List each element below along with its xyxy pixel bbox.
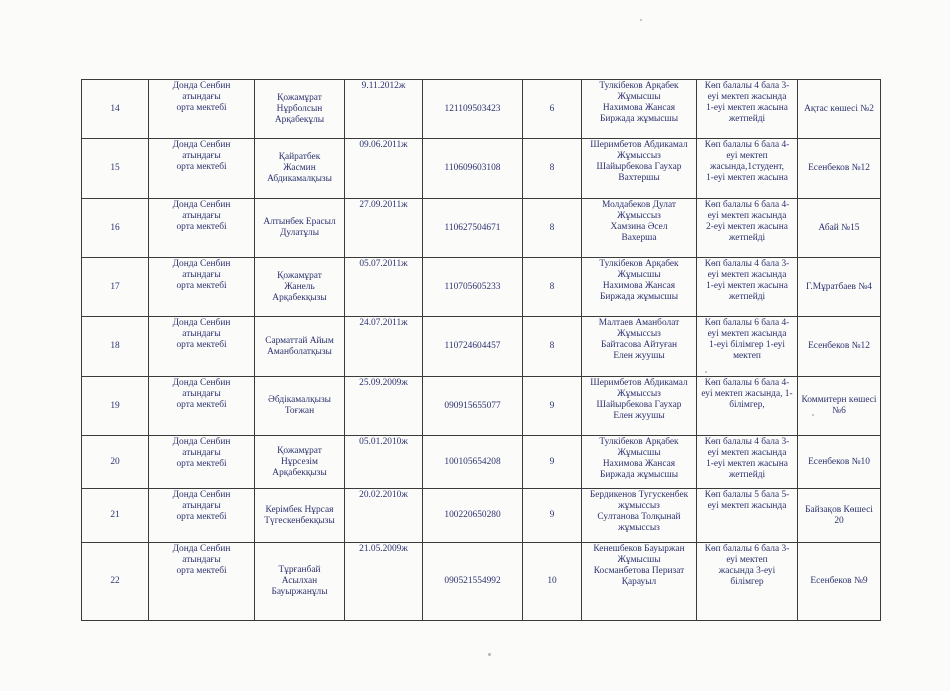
cell-line: Абдикамалқызы: [267, 174, 332, 184]
cell-line: Сарматтай Айым: [265, 335, 334, 346]
school-cell: [149, 436, 255, 489]
student-name-cell: [255, 80, 345, 139]
table-row: [82, 199, 881, 258]
school-cell: [149, 543, 255, 621]
family-status-cell: [697, 543, 798, 621]
cell-line: Асылхан: [281, 576, 318, 586]
cell-line: еуі мектеп жасында: [707, 211, 787, 221]
address-cell: Есенбеков №12: [798, 139, 881, 199]
cell-line: орта мектебі: [176, 222, 227, 232]
cell-line: орта мектебі: [176, 281, 227, 291]
cell-line: Әбдікамалқызы: [268, 395, 331, 405]
cell-line: атындағы: [182, 329, 221, 339]
iin-cell: 110609603108: [423, 139, 523, 199]
address-cell: Есенбеков №9: [798, 543, 881, 621]
cell-line: Биржада жұмысшы: [599, 114, 679, 124]
address-cell: Есенбеков №10: [798, 436, 881, 489]
cell-line: жетпейді: [728, 114, 766, 124]
cell-line: Байтасова Айтуған: [600, 340, 678, 350]
cell-line: Дулатұлы: [279, 228, 320, 238]
cell-line: Косманбетова Перизат: [593, 566, 685, 576]
cell-line: Нұрсезім: [281, 456, 318, 467]
parents-cell: [582, 489, 697, 543]
cell-line: еуі мектеп жасында: [707, 329, 787, 339]
cell-line: Қожамұрат: [277, 445, 322, 456]
student-name-cell: [255, 317, 345, 377]
cell-line: Көп балалы 4 бала 3-: [704, 81, 790, 91]
table-row: [82, 317, 881, 377]
table-row: [82, 543, 881, 621]
cell-line: білімгер,: [729, 400, 765, 410]
cell-line: Донда Сенбин: [172, 318, 231, 328]
cell-line: атындағы: [182, 389, 221, 399]
cell-line: Донда Сенбин: [172, 140, 231, 150]
cell-line: жасында,1студент,: [710, 162, 784, 172]
cell-line: атындағы: [182, 448, 221, 458]
cell-line: Донда Сенбин: [172, 81, 231, 91]
row-number-cell: 21: [82, 489, 149, 543]
cell-line: орта мектебі: [176, 340, 227, 350]
cell-line: Кенешбеков Бауыржан: [593, 544, 685, 554]
cell-line: Қарауыл: [621, 577, 657, 587]
parents-cell: [582, 377, 697, 436]
cell-line: Қожамұрат: [277, 92, 322, 103]
birth-date-cell: 27.09.2011ж: [345, 199, 423, 258]
address-cell: Абай №15: [798, 199, 881, 258]
cell-line: Жұмыссыз: [617, 151, 661, 161]
cell-line: жетпейді: [728, 233, 766, 243]
student-name-cell: [255, 139, 345, 199]
scan-speck: [640, 19, 642, 21]
table-row: [82, 258, 881, 317]
cell-line: Нахимова Жансая: [602, 103, 676, 113]
cell-line: орта мектебі: [176, 103, 227, 113]
cell-line: атындағы: [182, 211, 221, 221]
age-cell: 9: [523, 436, 582, 489]
cell-line: Донда Сенбин: [172, 490, 231, 500]
row-number-cell: 16: [82, 199, 149, 258]
cell-line: Хамзина Әсел: [610, 222, 668, 232]
family-status-cell: [697, 317, 798, 377]
scan-speck: [812, 414, 814, 416]
age-cell: 8: [523, 317, 582, 377]
cell-line: Биржада жұмысшы: [599, 470, 679, 480]
cell-line: Көп балалы 4 бала 3-: [704, 437, 790, 447]
cell-line: Султанова Толқынай: [597, 512, 681, 522]
birth-date-cell: 21.05.2009ж: [345, 543, 423, 621]
cell-line: Арқабекқызы: [272, 292, 327, 303]
cell-line: Көп балалы 6 бала 4-: [704, 140, 790, 150]
cell-line: Тоғжан: [284, 406, 315, 416]
cell-line: Көп балалы 6 бала 4-: [704, 378, 790, 388]
school-cell: [149, 80, 255, 139]
cell-line: Жұмысшы: [617, 448, 661, 458]
table-row: [82, 139, 881, 199]
cell-line: Арқабекұлы: [274, 114, 325, 125]
parents-cell: [582, 80, 697, 139]
cell-line: Шайырбекова Гаухар: [596, 400, 682, 410]
cell-line: мектеп: [733, 351, 761, 361]
birth-date-cell: 20.02.2010ж: [345, 489, 423, 543]
address-cell: Коммитерн көшесі №6: [798, 377, 881, 436]
cell-line: Донда Сенбин: [172, 378, 231, 388]
iin-cell: 110705605233: [423, 258, 523, 317]
age-cell: 8: [523, 139, 582, 199]
student-name-cell: [255, 489, 345, 543]
age-cell: 9: [523, 377, 582, 436]
parents-cell: [582, 436, 697, 489]
family-status-cell: [697, 489, 798, 543]
cell-line: білімгер: [730, 577, 764, 587]
birth-date-cell: 24.07.2011ж: [345, 317, 423, 377]
cell-line: Жұмыссыз: [617, 389, 661, 399]
cell-line: Аманболатқызы: [267, 346, 332, 357]
row-number-cell: 22: [82, 543, 149, 621]
cell-line: жетпейді: [728, 292, 766, 302]
cell-line: еуі мектеп: [726, 151, 768, 161]
cell-line: орта мектебі: [176, 512, 227, 522]
cell-line: Көп балалы 5 бала 5-: [704, 490, 790, 500]
cell-line: Қожамұрат: [277, 270, 322, 281]
cell-line: Малтаев Аманболат: [598, 318, 680, 328]
cell-line: 2-еуі мектеп жасына: [706, 222, 788, 232]
cell-line: Елен жуушы: [613, 351, 665, 361]
age-cell: 8: [523, 258, 582, 317]
cell-line: орта мектебі: [176, 459, 227, 469]
school-cell: [149, 139, 255, 199]
school-cell: [149, 317, 255, 377]
table-row: [82, 436, 881, 489]
school-cell: [149, 489, 255, 543]
cell-line: Нахимова Жансая: [602, 281, 676, 291]
address-cell: Байзақов Көшесі 20: [798, 489, 881, 543]
address-cell: Ақтас көшесі №2: [798, 80, 881, 139]
iin-cell: 090521554992: [423, 543, 523, 621]
student-name-cell: [255, 258, 345, 317]
cell-line: атындағы: [182, 92, 221, 102]
cell-line: Бердикенов Тугускенбек: [589, 490, 689, 500]
age-cell: 8: [523, 199, 582, 258]
student-name-cell: [255, 436, 345, 489]
cell-line: Биржада жұмысшы: [599, 292, 679, 302]
cell-line: Шеримбетов Абдикамал: [590, 378, 688, 388]
cell-line: Жұмысшы: [617, 92, 661, 102]
row-number-cell: 19: [82, 377, 149, 436]
cell-line: 1-еуі мектеп жасына: [706, 173, 788, 183]
cell-line: Донда Сенбин: [172, 259, 231, 269]
cell-line: Жұмысшы: [617, 555, 661, 565]
cell-line: атындағы: [182, 555, 221, 565]
table-body: [82, 80, 881, 621]
cell-line: Елен жуушы: [613, 411, 665, 421]
cell-line: еуі мектеп жасында, 1-: [701, 389, 793, 399]
birth-date-cell: 05.01.2010ж: [345, 436, 423, 489]
iin-cell: 121109503423: [423, 80, 523, 139]
school-cell: [149, 377, 255, 436]
cell-line: Көп балалы 6 бала 3-: [704, 544, 790, 554]
family-status-cell: [697, 80, 798, 139]
cell-line: Көп балалы 6 бала 4-: [704, 318, 790, 328]
family-status-cell: [697, 258, 798, 317]
cell-line: Жұмыссыз: [617, 329, 661, 339]
cell-line: Бауыржанұлы: [271, 587, 328, 597]
iin-cell: 100105654208: [423, 436, 523, 489]
student-register-table: [81, 79, 881, 621]
student-name-cell: [255, 543, 345, 621]
parents-cell: [582, 317, 697, 377]
cell-line: Жанель: [284, 281, 315, 292]
age-cell: 10: [523, 543, 582, 621]
birth-date-cell: 05.07.2011ж: [345, 258, 423, 317]
cell-line: Шайырбекова Гаухар: [596, 162, 682, 172]
scan-speck: [488, 653, 491, 656]
cell-line: орта мектебі: [176, 566, 227, 576]
cell-line: Вахерша: [621, 233, 657, 243]
cell-line: жасында 3-еуі: [718, 566, 776, 576]
family-status-cell: [697, 199, 798, 258]
cell-line: Шеримбетов Абдикамал: [590, 140, 688, 150]
iin-cell: 090915655077: [423, 377, 523, 436]
cell-line: жұмыссыз: [618, 523, 660, 533]
iin-cell: 100220650280: [423, 489, 523, 543]
cell-line: Вахтершы: [618, 173, 660, 183]
cell-line: Көп балалы 6 бала 4-: [704, 200, 790, 210]
cell-line: Арқабекқызы: [272, 467, 327, 478]
table-row: [82, 377, 881, 436]
cell-line: еуі мектеп жасында: [707, 270, 787, 280]
row-number-cell: 18: [82, 317, 149, 377]
cell-line: Донда Сенбин: [172, 437, 231, 447]
cell-line: орта мектебі: [176, 162, 227, 172]
age-cell: 6: [523, 80, 582, 139]
cell-line: Қайратбек: [278, 152, 321, 162]
cell-line: еуі мектеп: [726, 555, 768, 565]
cell-line: Түгескенбекқызы: [264, 515, 335, 526]
cell-line: жұмыссыз: [618, 501, 660, 511]
cell-line: Молдабеков Дулат: [602, 200, 676, 210]
student-name-cell: [255, 199, 345, 258]
cell-line: еуі мектеп жасында: [707, 501, 787, 511]
address-cell: Г.Мұратбаев №4: [798, 258, 881, 317]
birth-date-cell: 09.06.2011ж: [345, 139, 423, 199]
cell-line: жетпейді: [728, 470, 766, 480]
cell-line: Көп балалы 4 бала 3-: [704, 259, 790, 269]
iin-cell: 110724604457: [423, 317, 523, 377]
cell-line: 1-еуі білімгер 1-еуі: [709, 340, 785, 350]
birth-date-cell: 9.11.2012ж: [345, 80, 423, 139]
cell-line: Донда Сенбин: [172, 544, 231, 554]
cell-line: 1-еуі мектеп жасына: [706, 103, 788, 113]
cell-line: атындағы: [182, 501, 221, 511]
birth-date-cell: 25.09.2009ж: [345, 377, 423, 436]
row-number-cell: 14: [82, 80, 149, 139]
cell-line: еуі мектеп жасында: [707, 92, 787, 102]
family-status-cell: [697, 139, 798, 199]
cell-line: еуі мектеп жасында: [707, 448, 787, 458]
scan-speck: [705, 371, 707, 373]
cell-line: Тулкібеков Арқабек: [599, 81, 679, 91]
address-cell: Есенбеков №12: [798, 317, 881, 377]
row-number-cell: 20: [82, 436, 149, 489]
cell-line: Нұрболсын: [276, 103, 323, 114]
age-cell: 9: [523, 489, 582, 543]
cell-line: Жұмыссыз: [617, 211, 661, 221]
cell-line: атындағы: [182, 270, 221, 280]
cell-line: Жасмин: [283, 163, 316, 173]
table-row: [82, 80, 881, 139]
iin-cell: 110627504671: [423, 199, 523, 258]
cell-line: Керімбек Нұрсая: [265, 504, 334, 515]
cell-line: 1-еуі мектеп жасына: [706, 281, 788, 291]
cell-line: 1-еуі мектеп жасына: [706, 459, 788, 469]
cell-line: Тұрғанбай: [278, 565, 321, 575]
cell-line: Жұмысшы: [617, 270, 661, 280]
cell-line: Алтынбек Ерасыл: [263, 217, 336, 227]
cell-line: орта мектебі: [176, 400, 227, 410]
family-status-cell: [697, 436, 798, 489]
family-status-cell: [697, 377, 798, 436]
school-cell: [149, 258, 255, 317]
cell-line: Донда Сенбин: [172, 200, 231, 210]
table-row: [82, 489, 881, 543]
parents-cell: [582, 139, 697, 199]
parents-cell: [582, 543, 697, 621]
school-cell: [149, 199, 255, 258]
cell-line: Тулкібеков Арқабек: [599, 259, 679, 269]
student-name-cell: [255, 377, 345, 436]
row-number-cell: 17: [82, 258, 149, 317]
parents-cell: [582, 258, 697, 317]
cell-line: Тулкібеков Арқабек: [599, 437, 679, 447]
parents-cell: [582, 199, 697, 258]
cell-line: атындағы: [182, 151, 221, 161]
cell-line: Нахимова Жансая: [602, 459, 676, 469]
row-number-cell: 15: [82, 139, 149, 199]
